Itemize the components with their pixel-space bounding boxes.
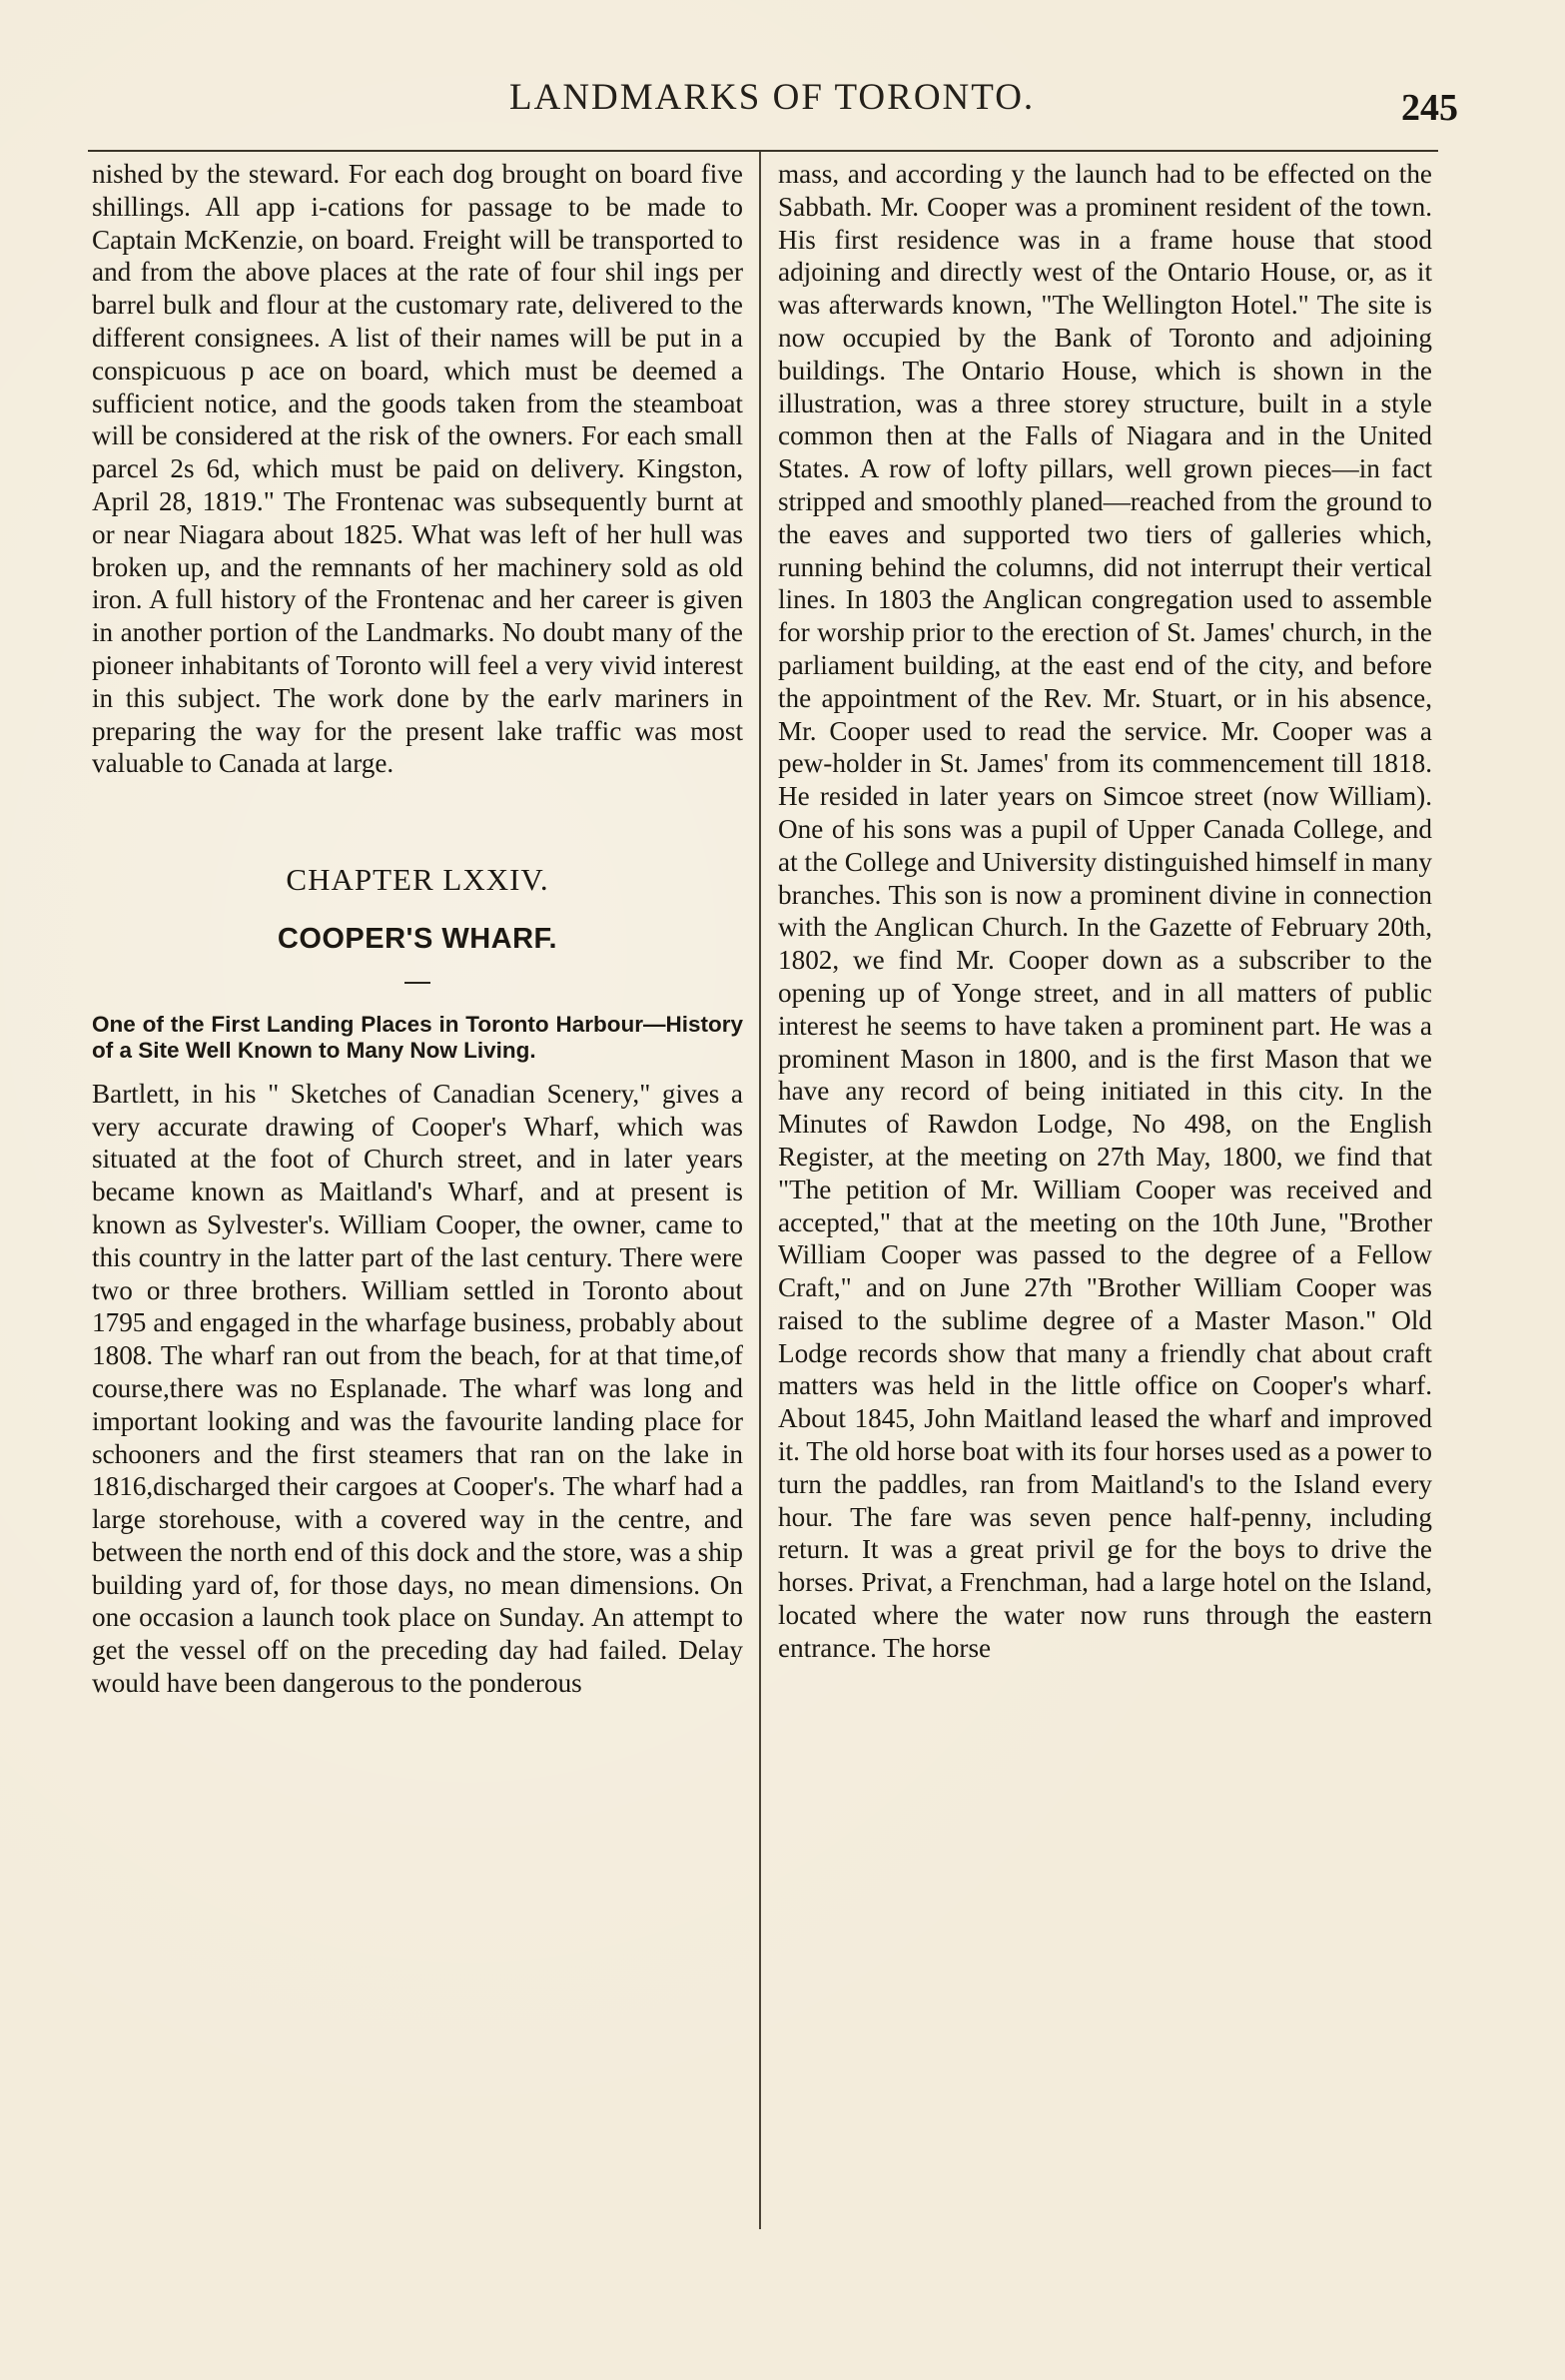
running-title: LANDMARKS OF TORONTO. [509,77,1036,118]
page-number: 245 [1401,87,1458,129]
right-paragraph-1: mass, and according y the launch had to be effected on the Sabbath. Mr. Cooper was a prominent resident of the town. His first residence was in a frame house that stood adjoining and directly west of the Ontario House, or, as it was afterwards known, "The Wellington Hotel." The site is now occupied by the Bank of Toronto and adjoining buildings. The Ontario House, which is shown in the illustration, was a three storey structure, built in a style common then at the Falls of Niagara and in the United States. A row of lofty pillars, well grown pieces—in fact stripped and smoothly planed—reached from the ground to the eaves and supported two tiers of galleries which, running behind the columns, did not interrupt their vertical lines. In 1803 the Anglican congregation used to assemble for worship prior to the erection of St. James' church, in the parliament building, at the east end of the city, and before the appointment of the Rev. Mr. Stuart, or in his absence, Mr. Cooper used to read the service. Mr. Cooper was a pew-holder in St. James' from its commencement till 1818. He resided in later years on Simcoe street (now William). One of his sons was a pupil of Upper Canada College, and at the College and University distinguished himself in many branches. This son is now a prominent divine in connection with the Anglican Church. In the Gazette of February 20th, 1802, we find Mr. Cooper down as a subscriber to the opening up of Yonge street, and in all matters of public interest he seems to have taken a prominent part. He was a prominent Mason in 1800, and is the first Mason that we have any record of being initiated in this city. In the Minutes of Rawdon Lodge, No 498, on the English Register, at the meeting on 27th May, 1800, we find that "The petition of Mr. William Cooper was received and accepted," that at the meeting on the 10th June, "Brother William Cooper was passed to the degree of a Fellow Craft," and on June 27th "Brother William Cooper was raised to the sublime degree of a Master Mason." Old Lodge records show that many a friendly chat about craft matters was held in the little office on Cooper's wharf. About 1845, John Maitland leased the wharf and improved it. The old horse boat with its four horses used as a power to turn the paddles, ran from Maitland's to the Island every hour. The fare was seven pence half-penny, including return. It was a great privil ge for the boys to drive the horses. Privat, a Frenchman, had a large hotel on the Island, located where the water now runs through the eastern entrance. The horse [778,159,1432,1663]
chapter-rule [404,982,430,984]
right-column [778,158,1432,1665]
chapter-title: COOPER'S WHARF. [277,922,558,955]
header-rule [88,150,1438,152]
left-paragraph-2: Bartlett, in his " Sketches of Canadian Scenery," gives a very accurate drawing of Cooper's Wharf, which was situated at the foot of Church street, and in later years became known as Maitland's Wharf, and at present is known as Sylvester's. William Cooper, the owner, came to this country in the latter part of the last century. There were two or three brothers. William settled in Toronto about 1795 and engaged in the wharfage business, probably about 1808. The wharf ran out from the beach, for at that time,of course,there was no Esplanade. The wharf was long and important looking and was the favourite landing place for schooners and the first steamers that ran on the lake in 1816,discharged their cargoes at Cooper's. The wharf had a large storehouse, with a covered way in the centre, and between the north end of this dock and the store, was a ship building yard of, for those days, no mean dimensions. On one occasion a launch took place on Sunday. An attempt to get the vessel off on the preceding day had failed. Delay would have been dangerous to the ponderous [92,1078,743,1699]
chapter-subheading: One of the First Landing Places in Toronto Harbour—History of a Site Well Known to Many Now Living. [92,1011,743,1063]
left-column [92,158,743,1700]
left-paragraph-1: nished by the steward. For each dog brought on board five shillings. All app i-cations for passage to be made to Captain McKenzie, on board. Freight will be transported to and from the above places at the rate of four shil ings per barrel bulk and flour at the customary rate, delivered to the different consignees. A list of their names will be put in a conspicuous p ace on board, which must be deemed a sufficient notice, and the goods taken from the steamboat will be considered at the risk of the owners. For each small parcel 2s 6d, which must be paid on delivery. Kingston, April 28, 1819." The Frontenac was subsequently burnt at or near Niagara about 1825. What was left of her hull was broken up, and the remnants of her machinery sold as old iron. A full history of the Frontenac and her career is given in another portion of the Landmarks. No doubt many of the pioneer inhabitants of Toronto will feel a very vivid interest in this subject. The work done by the earlv mariners in preparing the way for the present lake traffic was most valuable to Canada at large. [92,159,743,779]
chapter-number: CHAPTER LXXIV. [286,862,549,898]
column-divider [759,152,761,2229]
